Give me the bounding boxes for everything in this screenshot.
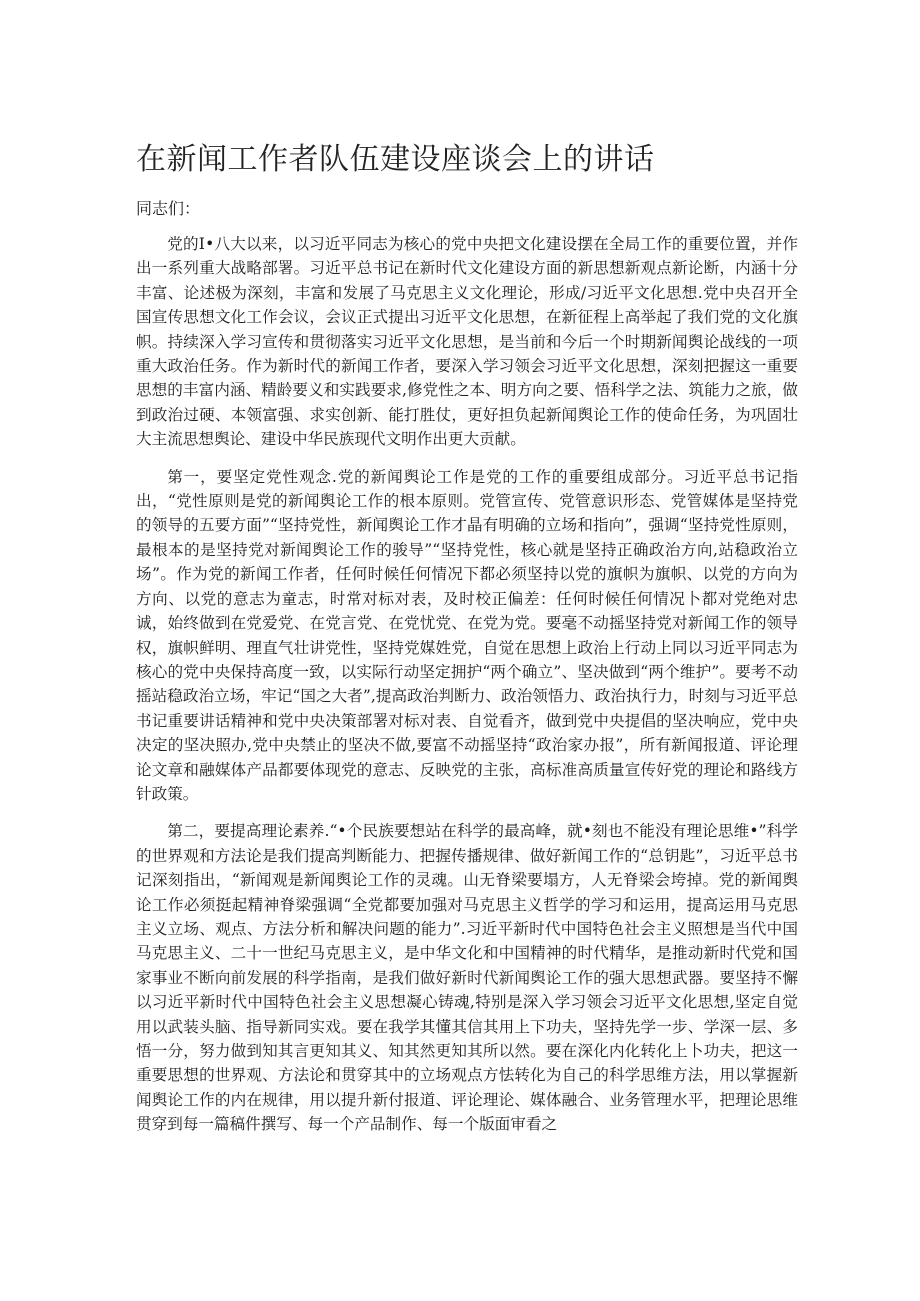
page-title: 在新闻工作者队伍建设座谈会上的讲话 bbox=[136, 142, 655, 177]
paragraph-second-point: 第二，要提高理论素养.“•个民族要想站在科学的最高峰，就•刻也不能没有理论思维•”科学的世界观和方法论是我们提高判断能力、把握传播规律、做好新闻工作的“总钥匙”，习近平总书记深刻指出，“新闻观是新闻舆论工作的灵魂。山无脊梁要塌方，人无脊梁会垮掉。党的新闻舆论工作必须挺起精神脊梁强调“全党都要加强对马克思主义哲学的学习和运用，提高运用马克思主义立场、观点、方法分析和解决问题的能力”.习近平新时代中国特色社会主义照想是当代中国马克思主义、二十一世纪马克思主义，是中华文化和中国精神的时代精华，是推动新时代党和国家事业不断向前发展的科学指南，是我们做好新时代新闻舆论工作的强大思想武器。要坚持不懈以习近平新时代中国特色社会主义思想凝心铸魂,特别是深入学习领会习近平文化思想,坚定自觉用以武装头脑、指导新同实戏。要在我学其懂其信其用上下功夫，坚持先学一步、学深一层、多悟一分，努力做到知其言更知其义、知其然更知其所以然。要在深化内化转化上卜功夫，把这一重要思想的世界观、方法论和贯穿其中的立场观点方怯转化为自己的科学思维方法，用以掌握新闻舆论工作的内在规律，用以提升新付报道、评论理论、媒体融合、业务管理水平，把理论思维贯穿到每一篇稿件撰写、每一个产品制作、每一个版面审看之 bbox=[136, 822, 798, 1134]
salutation: 同志们： bbox=[136, 199, 201, 218]
paragraph-first-point: 第一，要坚定党性观念.党的新闻舆论工作是党的工作的重要组成部分。习近平总书记指出，“党性原则是党的新闻舆论工作的根本原则。党管宣传、党管意识形态、党管媒体是坚持党的领导的五要方面”“坚持党性，新闻舆论工作才晶有明确的立场和指向”，强调“坚持党性原则，最根本的是坚持党对新闻舆论工作的骏导”“坚持党性，核心就是坚持正确政治方向,站稳政治立场”。作为党的新闻工作者，任何时候任何情况下都必须坚持以党的旗帜为旗帜、以党的方向为方向、以党的意志为童志，时常对标对表，及时校正偏差：任何时候任何情况卜都对党绝对忠诚，始终做到在党爱党、在党言党、在党忧党、在党为党。要毫不动摇坚持党对新闻工作的领导权，旗帜鲜明、理直气壮讲党性，坚持党媒姓党，自觉在思想上政治上行动上同以习近平同志为核心的党中央保持高度一致，以实际行动坚定拥护“两个确立”、坚决做到“两个维护”。要考不动摇站稳政治立场，牢记“国之大者”,提高政治判断力、政治领悟力、政治执行力，时刻与习近平总书记重要讲话精神和党中央决策部署对标对表、自觉看齐，做到党中央提倡的坚决响应，党中央决定的坚决照办,党中央禁止的坚决不做,要富不动摇坚持“政治家办报”，所有新闻报道、评论理论文章和融媒体产品都要体现党的意志、反映党的主张，高标准高质量宣传好党的理论和路线方针政策。 bbox=[136, 467, 798, 803]
paragraph-intro: 党的Ⅰ•八大以来，以习近平同志为核心的党中央把文化建设摆在全局工作的重要位置，并作出一系列重大战略部署。习近平总书记在新时代文化建设方面的新思想新观点新论断，内涵十分丰富、论述极为深刻，丰富和发展了马克思主义文化理论，形成/习近平文化思想.党中央召开全国宣传思想文化工作会议，会议正式提出习近平文化思想，在新征程上高举起了我们党的文化旗帜。持续深入学习宣传和贯彻落实习近平文化思想，是当前和今后一个时期新闻舆论战线的一项重大政治任务。作为新时代的新闻工作者，要深入学习领会习近平文化思想，深刻把握这一重要思想的丰富内涵、精龄要义和实践要求,修党性之本、明方向之要、悟科学之法、筑能力之旅，做到政治过硬、本领富强、求实创新、能打胜仗，更好担负起新闻舆论工作的使命任务，为巩固壮大主流思想舆论、建设中华民族现代文明作出更大贡献。 bbox=[136, 235, 798, 449]
document-body bbox=[136, 232, 798, 1150]
